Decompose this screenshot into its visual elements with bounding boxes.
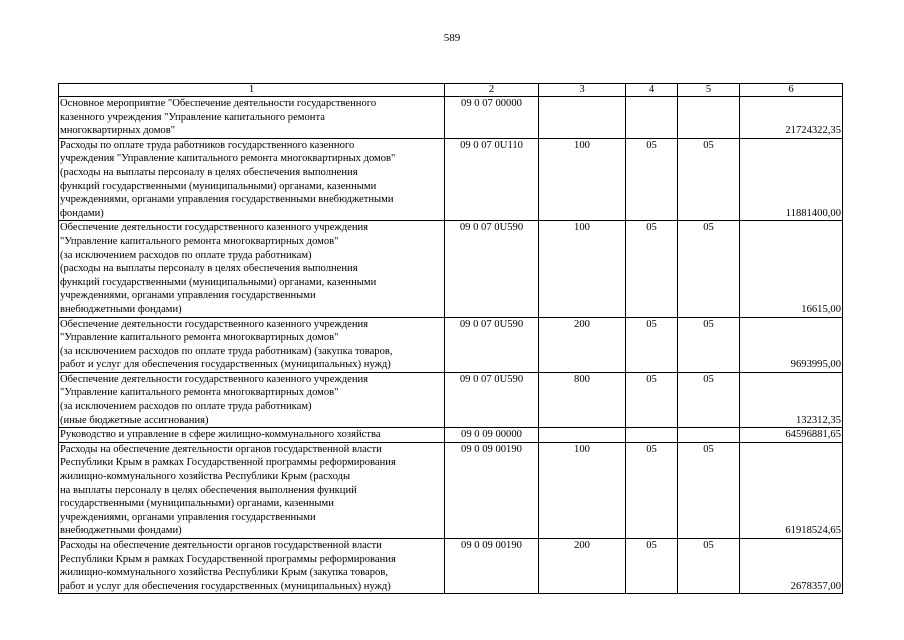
header-cell-3: 3 (539, 84, 626, 97)
row-description: Основное мероприятие "Обеспечение деятельности государственного казенного учреждения "Управление капитального ремонта многоквартирных домов" (59, 97, 445, 139)
row-description: Расходы на обеспечение деятельности органов государственной власти Республики Крым в рамках Государственной программы реформирования жилищно-коммунального хозяйства Республики Крым (расходы на выплаты персоналу в целях обеспечения выполнения функций государственными (муниципальными) органами, казенными учреждениями, органами управления государственными внебюджетными фондами) (59, 442, 445, 538)
row-amount: 11881400,00 (740, 138, 843, 221)
budget-table-body (59, 84, 843, 594)
page-number: 589 (443, 32, 461, 44)
row-expense-type: 800 (539, 372, 626, 427)
row-subsection: 05 (678, 138, 740, 221)
row-amount: 16615,00 (740, 221, 843, 317)
row-amount: 2678357,00 (740, 539, 843, 594)
row-description: Обеспечение деятельности государственного казенного учреждения "Управление капитального ремонта многоквартирных домов" (за исключением расходов по оплате труда работникам) (расходы на выплаты персоналу в целях обеспечения выполнения функций государственными (муниципальными) органами, казенными учреждениями, органами управления государственными внебюджетными фондами) (59, 221, 445, 317)
row-amount: 21724322,35 (740, 97, 843, 139)
row-expense-type: 100 (539, 138, 626, 221)
row-description: Расходы по оплате труда работников государственного казенного учреждения "Управление капитального ремонта многоквартирных домов" (расходы на выплаты персоналу в целях обеспечения выполнения функций государственными (муниципальными) органами, казенными учреждениями, органами управления государственными внебюджетными фондами) (59, 138, 445, 221)
row-expense-type (539, 97, 626, 139)
table-row (59, 97, 843, 139)
row-subsection: 05 (678, 372, 740, 427)
header-cell-1: 1 (59, 84, 445, 97)
table-row (59, 539, 843, 594)
header-cell-4: 4 (626, 84, 678, 97)
row-section (626, 428, 678, 443)
row-subsection (678, 428, 740, 443)
table-row (59, 138, 843, 221)
row-amount: 9693995,00 (740, 317, 843, 372)
row-target-code: 09 0 07 0U590 (445, 372, 539, 427)
row-target-code: 09 0 07 00000 (445, 97, 539, 139)
row-expense-type: 100 (539, 442, 626, 538)
table-row (59, 442, 843, 538)
header-row (59, 84, 843, 97)
table-row (59, 372, 843, 427)
row-section: 05 (626, 138, 678, 221)
row-amount: 61918524,65 (740, 442, 843, 538)
table-row (59, 428, 843, 443)
row-target-code: 09 0 07 0U590 (445, 317, 539, 372)
row-section: 05 (626, 539, 678, 594)
row-expense-type: 100 (539, 221, 626, 317)
row-section: 05 (626, 372, 678, 427)
row-target-code: 09 0 09 00000 (445, 428, 539, 443)
row-description: Руководство и управление в сфере жилищно-коммунального хозяйства (59, 428, 445, 443)
table-row (59, 317, 843, 372)
row-subsection: 05 (678, 221, 740, 317)
row-section: 05 (626, 317, 678, 372)
row-subsection (678, 97, 740, 139)
row-section (626, 97, 678, 139)
row-target-code: 09 0 09 00190 (445, 442, 539, 538)
row-amount: 132312,35 (740, 372, 843, 427)
row-description: Расходы на обеспечение деятельности органов государственной власти Республики Крым в рамках Государственной программы реформирования жилищно-коммунального хозяйства Республики Крым (закупка товаров, работ и услуг для обеспечения государственных (муниципальных) нужд) (59, 539, 445, 594)
header-cell-2: 2 (445, 84, 539, 97)
row-section: 05 (626, 442, 678, 538)
table-row (59, 221, 843, 317)
row-amount: 64596881,65 (740, 428, 843, 443)
header-cell-5: 5 (678, 84, 740, 97)
row-subsection: 05 (678, 317, 740, 372)
row-section: 05 (626, 221, 678, 317)
row-subsection: 05 (678, 539, 740, 594)
row-expense-type (539, 428, 626, 443)
row-description: Обеспечение деятельности государственного казенного учреждения "Управление капитального ремонта многоквартирных домов" (за исключением расходов по оплате труда работникам) (иные бюджетные ассигнования) (59, 372, 445, 427)
row-description: Обеспечение деятельности государственного казенного учреждения "Управление капитального ремонта многоквартирных домов" (за исключением расходов по оплате труда работникам) (закупка товаров, работ и услуг для обеспечения государственных (муниципальных) нужд) (59, 317, 445, 372)
header-cell-6: 6 (740, 84, 843, 97)
row-subsection: 05 (678, 442, 740, 538)
row-target-code: 09 0 07 0U590 (445, 221, 539, 317)
row-target-code: 09 0 09 00190 (445, 539, 539, 594)
row-expense-type: 200 (539, 539, 626, 594)
row-expense-type: 200 (539, 317, 626, 372)
budget-table (58, 83, 843, 594)
row-target-code: 09 0 07 0U110 (445, 138, 539, 221)
